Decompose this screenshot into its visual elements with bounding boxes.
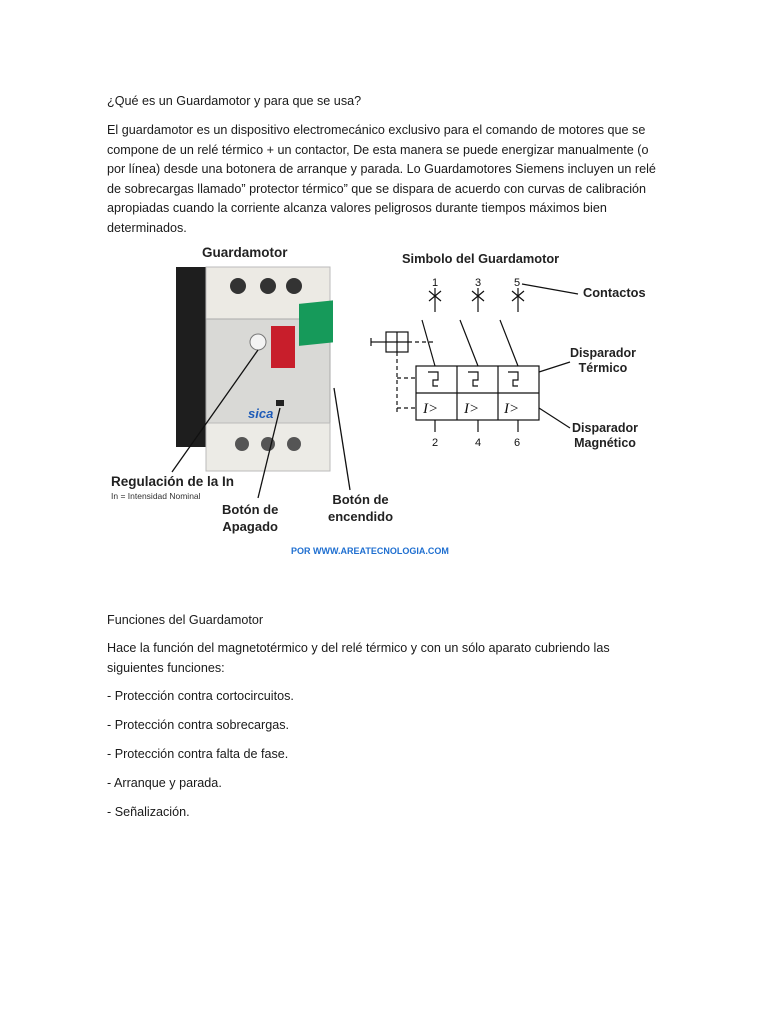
functions-intro-line: Hace la función del magnetotérmico y del relé térmico y con un sólo aparato cubriendo las (107, 641, 610, 655)
magnetic-trip-label (572, 421, 638, 451)
intro-line: apropiadas cuando la corriente alcanza valores peligrosos durante tiempos máximos bien (107, 201, 607, 215)
terminal-number: 4 (475, 437, 482, 449)
functions-heading: Funciones del Guardamotor (107, 613, 264, 627)
intro-line: determinados. (107, 220, 187, 235)
intro-line: por línea) desde una botonera de arranque y parada. Lo Guardamotores Siemens incluyen un relé (107, 162, 656, 176)
on-button-line: encendido (328, 509, 394, 524)
intro-line: de sobrecargas llamado” protector térmico” que se dispara de acuerdo con curvas de calibración (107, 181, 647, 196)
symbol-title: Simbolo del Guardamotor (402, 251, 560, 266)
terminal-number: 5 (514, 277, 521, 289)
intro-line: El guardamotor es un dispositivo electromecánico exclusivo para el comando de motores que se (107, 123, 646, 137)
intro-line: compone de un relé térmico + un contactor, De esta manera se puede energizar manualmente (o (107, 142, 649, 157)
magnetic-trip-symbol: I> (504, 401, 520, 417)
magnetic-trip-symbol: I> (464, 401, 480, 417)
thermal-trip-line: Disparador (570, 346, 636, 360)
guardamotor-label: Guardamotor (202, 245, 288, 260)
function-list-item: - Arranque y parada. (107, 776, 222, 790)
magnetic-trip-line: Magnético (574, 436, 636, 450)
functions-intro (107, 639, 667, 678)
magnetic-trip-symbol: I> (423, 401, 439, 417)
terminal-number: 2 (432, 437, 439, 449)
function-list-item: - Protección contra sobrecargas. (107, 718, 289, 732)
guardamotor-device-image (176, 267, 333, 471)
thermal-trip-line: Térmico (578, 361, 628, 375)
on-button-label (328, 491, 393, 525)
off-button-label (222, 501, 278, 535)
image-source-credit: POR WWW.AREATECNOLOGIA.COM (291, 546, 449, 556)
off-button-line: Botón de (222, 502, 279, 517)
contactos-label: Contactos (583, 285, 646, 300)
section-heading: ¿Qué es un Guardamotor y para que se usa? (107, 94, 362, 108)
terminal-number: 1 (432, 277, 439, 289)
magnetic-trip-line: Disparador (572, 421, 638, 435)
terminal-number: 3 (475, 277, 482, 289)
intro-paragraph (107, 121, 667, 238)
terminal-number: 6 (514, 437, 521, 449)
function-list-item: - Protección contra falta de fase. (107, 747, 289, 761)
regulation-label: Regulación de la In (111, 474, 235, 489)
brand-logo: sica (248, 406, 274, 421)
function-list-item: - Protección contra cortocircuitos. (107, 689, 294, 703)
functions-intro-line: siguientes funciones: (107, 660, 225, 675)
function-list-item: - Señalización. (107, 805, 190, 819)
nominal-current-note: In = Intensidad Nominal (111, 491, 201, 501)
thermal-trip-label (570, 346, 636, 376)
on-button-line: Botón de (332, 492, 389, 507)
off-button-line: Apagado (222, 519, 278, 534)
guardamotor-figure (108, 240, 648, 570)
